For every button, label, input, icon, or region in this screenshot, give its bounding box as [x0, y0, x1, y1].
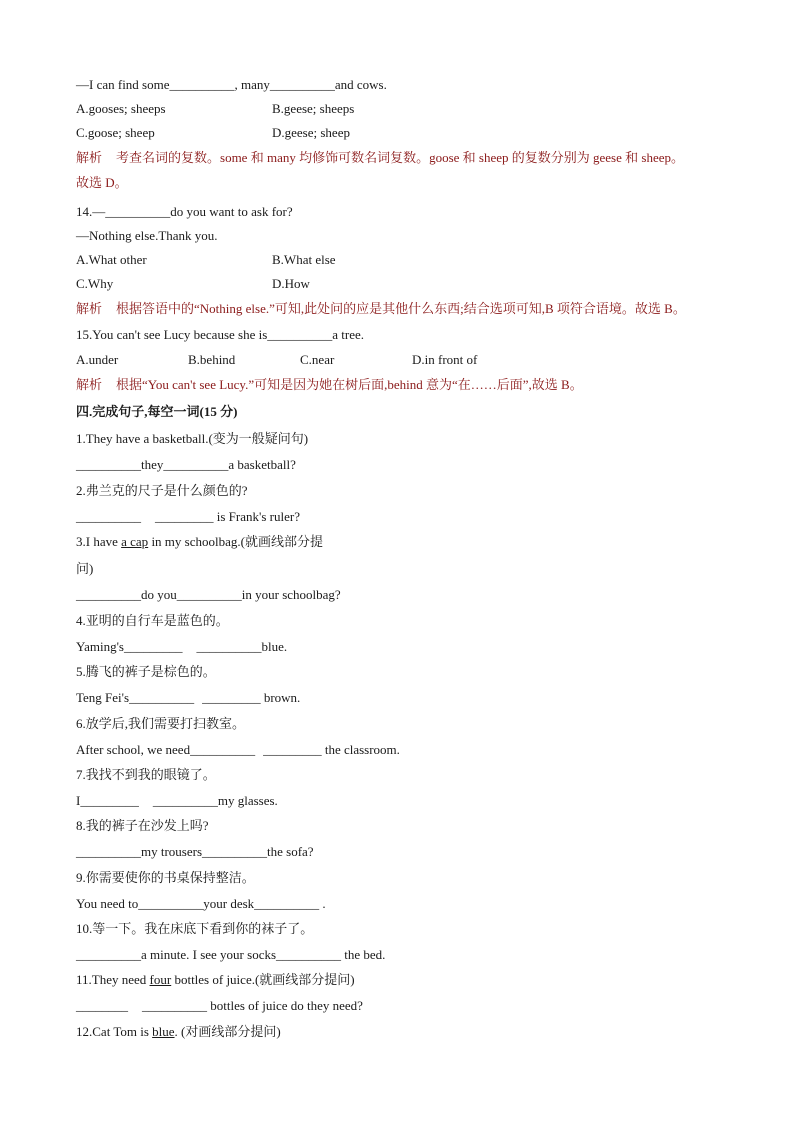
s1-answer: __________they__________a basketball?: [76, 457, 296, 472]
q13-options-row2: [76, 125, 350, 141]
underlined-text: blue: [152, 1024, 175, 1039]
prompt-text: in my schoolbag.(就画线部分提: [148, 534, 323, 549]
answer-text: brown.: [260, 690, 301, 705]
q15-option-d: D.in front of: [412, 352, 478, 367]
s12-prompt: [76, 1024, 281, 1040]
blank: _________: [80, 793, 139, 808]
answer-text: After school, we need: [76, 742, 191, 757]
blank: ________: [76, 998, 128, 1013]
q14-option-b: B.What else: [272, 252, 336, 267]
s10-answer: __________a minute. I see your socks__________ the bed.: [76, 947, 386, 962]
prompt-text: 11.They need: [76, 972, 150, 987]
q13-option-a: A.gooses; sheeps: [76, 101, 166, 116]
prompt-text: 3.I have: [76, 534, 122, 549]
q13-options-row1: [76, 101, 354, 117]
answer-text: is Frank's ruler?: [213, 509, 300, 524]
q15-option-b: B.behind: [188, 352, 236, 367]
s4-prompt: 4.亚明的自行车是蓝色的。: [76, 613, 229, 628]
q13-analysis-cont: 故选 D。: [76, 175, 128, 190]
analysis-text: 根据答语中的“Nothing else.”可知,此处问的应是其他什么东西;结合选项可知,B 项符合语境。故选 B。: [116, 301, 686, 316]
s11-prompt: [76, 972, 355, 988]
s11-answer: [76, 998, 363, 1014]
s10-prompt: 10.等一下。我在床底下看到你的袜子了。: [76, 921, 314, 936]
q14-question: 14.—__________do you want to ask for?: [76, 204, 293, 219]
section-title: 四.完成句子,每空一词(15 分): [76, 404, 238, 419]
q15-analysis: [76, 377, 583, 393]
q14-option-a: A.What other: [76, 252, 147, 267]
blank: __________: [152, 793, 218, 808]
answer-text: Teng Fei's: [76, 690, 130, 705]
blank: _________: [155, 509, 214, 524]
analysis-label: 解析: [76, 377, 103, 392]
s1-prompt: 1.They have a basketball.(变为一般疑问句): [76, 431, 309, 446]
q13-option-c: C.goose; sheep: [76, 125, 155, 140]
blank: _________: [202, 690, 261, 705]
q14-analysis: [76, 301, 686, 317]
blank: _________: [263, 742, 322, 757]
s6-answer: [76, 742, 400, 758]
underlined-text: four: [149, 972, 172, 987]
q13-analysis: [76, 150, 684, 166]
prompt-text: bottles of juice.(就画线部分提问): [171, 972, 355, 987]
q13-option-d: D.geese; sheep: [272, 125, 350, 140]
s4-answer: [76, 639, 287, 655]
underlined-text: a cap: [121, 534, 149, 549]
prompt-text: 12.Cat Tom is: [76, 1024, 153, 1039]
blank: __________: [129, 690, 195, 705]
s2-prompt: 2.弗兰克的尺子是什么颜色的?: [76, 483, 248, 498]
s3-prompt-cont: 问): [76, 561, 94, 576]
q15-option-c: C.near: [300, 352, 335, 367]
q15-options: [76, 352, 477, 368]
s9-prompt: 9.你需要使你的书桌保持整洁。: [76, 870, 255, 885]
analysis-label: 解析: [76, 150, 103, 165]
blank: _________: [123, 639, 183, 654]
q14-options-row2: [76, 276, 310, 292]
analysis-text: 考查名词的复数。some 和 many 均修饰可数名词复数。goose 和 sheep 的复数分别为 geese 和 sheep。: [116, 150, 684, 165]
q15-option-a: A.under: [76, 352, 119, 367]
s8-prompt: 8.我的裤子在沙发上吗?: [76, 818, 209, 833]
s3-prompt: [76, 534, 323, 550]
answer-text: the classroom.: [321, 742, 400, 757]
q14-options-row1: [76, 252, 336, 268]
q13-option-b: B.geese; sheeps: [272, 101, 355, 116]
analysis-text: 根据“You can't see Lucy.”可知是因为她在树后面,behind 意为“在……后面”,故选 B。: [116, 377, 583, 392]
s6-prompt: 6.放学后,我们需要打扫教室。: [76, 716, 246, 731]
q13-question: —I can find some__________, many__________and cows.: [76, 77, 387, 92]
answer-text: blue.: [261, 639, 288, 654]
prompt-text: . (对画线部分提问): [174, 1024, 281, 1039]
q14-answer: —Nothing else.Thank you.: [76, 228, 218, 243]
s7-prompt: 7.我找不到我的眼镜了。: [76, 767, 216, 782]
s7-answer: [76, 793, 278, 809]
s3-answer: __________do you__________in your schoolbag?: [76, 587, 341, 602]
answer-text: bottles of juice do they need?: [207, 998, 363, 1013]
blank: __________: [190, 742, 256, 757]
q14-option-c: C.Why: [76, 276, 114, 291]
analysis-label: 解析: [76, 301, 103, 316]
s2-answer: [76, 509, 300, 525]
q14-option-d: D.How: [272, 276, 310, 291]
s5-answer: [76, 690, 300, 706]
q15-question: 15.You can't see Lucy because she is__________a tree.: [76, 327, 365, 342]
answer-text: I: [76, 793, 81, 808]
answer-text: my glasses.: [217, 793, 278, 808]
blank: __________: [142, 998, 207, 1013]
blank: __________: [196, 639, 262, 654]
s8-answer: __________my trousers__________the sofa?: [76, 844, 314, 859]
answer-text: Yaming's: [76, 639, 124, 654]
s5-prompt: 5.腾飞的裤子是棕色的。: [76, 664, 216, 679]
s9-answer: You need to__________your desk__________ .: [76, 896, 326, 911]
blank: __________: [76, 509, 141, 524]
